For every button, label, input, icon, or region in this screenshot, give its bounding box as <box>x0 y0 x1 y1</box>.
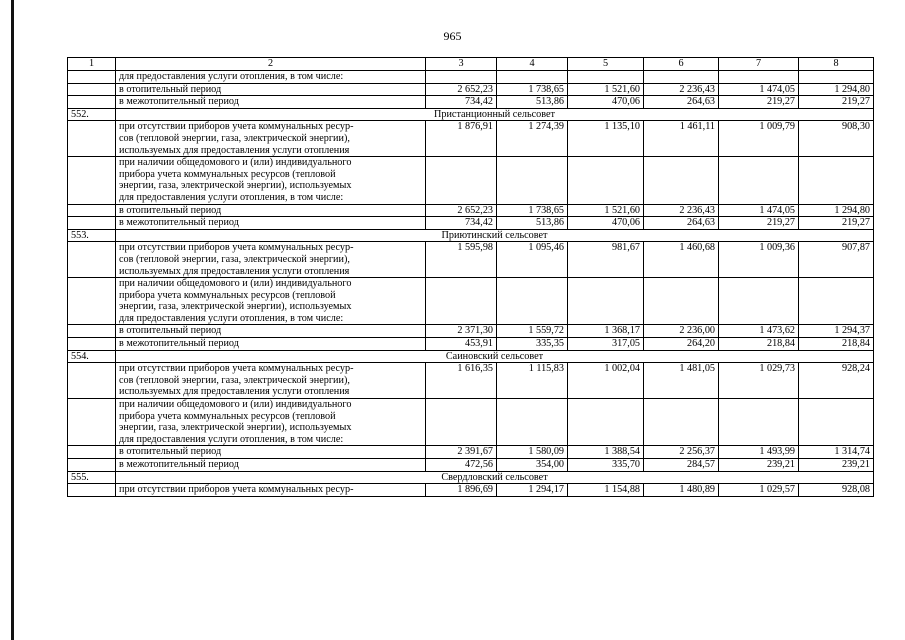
value-cell: 1 481,05 <box>644 363 719 399</box>
value-cell: 2 371,30 <box>426 325 497 338</box>
value-cell: 284,57 <box>644 459 719 472</box>
value-cell: 2 256,37 <box>644 446 719 459</box>
value-cell: 2 236,43 <box>644 204 719 217</box>
value-cell: 981,67 <box>568 242 644 278</box>
value-cell: 470,06 <box>568 217 644 230</box>
table-row <box>68 121 874 157</box>
table-row <box>68 83 874 96</box>
row-description: при наличии общедомового и (или) индивидуального прибора учета коммунальных ресурсов (тепловой энергии, газа, электрической энергии), используемых для предоставления услуги отопления, в том числе: <box>116 399 426 446</box>
value-cell: 1 029,73 <box>719 363 799 399</box>
value-cell: 1 314,74 <box>799 446 874 459</box>
table-row <box>68 242 874 278</box>
table-row <box>68 338 874 351</box>
section-title: Пристанционный сельсовет <box>116 108 874 121</box>
value-cell: 219,27 <box>719 96 799 109</box>
table-row <box>68 278 874 325</box>
row-description: для предоставления услуги отопления, в том числе: <box>116 71 426 84</box>
value-cell <box>568 157 644 204</box>
value-cell: 2 236,00 <box>644 325 719 338</box>
row-number-cell <box>68 71 116 84</box>
column-header: 5 <box>568 58 644 71</box>
value-cell: 1 738,65 <box>497 204 568 217</box>
value-cell: 1 473,62 <box>719 325 799 338</box>
row-description: в отопительный период <box>116 204 426 217</box>
value-cell: 1 616,35 <box>426 363 497 399</box>
value-cell: 1 461,11 <box>644 121 719 157</box>
value-cell: 264,20 <box>644 338 719 351</box>
value-cell <box>719 399 799 446</box>
value-cell: 928,24 <box>799 363 874 399</box>
table-row <box>68 96 874 109</box>
value-cell <box>799 399 874 446</box>
value-cell: 1 095,46 <box>497 242 568 278</box>
value-cell: 335,70 <box>568 459 644 472</box>
value-cell <box>799 157 874 204</box>
value-cell: 1 115,83 <box>497 363 568 399</box>
value-cell: 1 738,65 <box>497 83 568 96</box>
row-description: в межотопительный период <box>116 459 426 472</box>
value-cell: 1 388,54 <box>568 446 644 459</box>
value-cell: 219,27 <box>719 217 799 230</box>
page-number: 965 <box>443 29 462 43</box>
row-number-cell <box>68 83 116 96</box>
row-description: в отопительный период <box>116 325 426 338</box>
row-description: при отсутствии приборов учета коммунальных ресур- <box>116 484 426 497</box>
value-cell: 1 595,98 <box>426 242 497 278</box>
value-cell: 1 521,60 <box>568 204 644 217</box>
column-header: 7 <box>719 58 799 71</box>
value-cell: 1 029,57 <box>719 484 799 497</box>
value-cell: 1 294,17 <box>497 484 568 497</box>
row-number-cell <box>68 484 116 497</box>
section-row <box>68 471 874 484</box>
value-cell: 1 876,91 <box>426 121 497 157</box>
table-row <box>68 363 874 399</box>
value-cell <box>426 399 497 446</box>
column-header: 2 <box>116 58 426 71</box>
value-cell: 472,56 <box>426 459 497 472</box>
value-cell: 908,30 <box>799 121 874 157</box>
section-number: 554. <box>68 350 116 363</box>
value-cell: 335,35 <box>497 338 568 351</box>
value-cell: 1 559,72 <box>497 325 568 338</box>
value-cell: 1 368,17 <box>568 325 644 338</box>
row-description: при отсутствии приборов учета коммунальных ресур- сов (тепловой энергии, газа, электрической энергии), используемых для предоставления услуги отопления <box>116 121 426 157</box>
section-number: 555. <box>68 471 116 484</box>
value-cell: 264,63 <box>644 96 719 109</box>
column-header: 8 <box>799 58 874 71</box>
value-cell: 453,91 <box>426 338 497 351</box>
row-description: при наличии общедомового и (или) индивидуального прибора учета коммунальных ресурсов (тепловой энергии, газа, электрической энергии), используемых для предоставления услуги отопления, в том числе: <box>116 278 426 325</box>
value-cell: 1 896,69 <box>426 484 497 497</box>
value-cell: 218,84 <box>719 338 799 351</box>
value-cell: 1 460,68 <box>644 242 719 278</box>
value-cell: 1 135,10 <box>568 121 644 157</box>
value-cell <box>644 71 719 84</box>
value-cell: 1 009,36 <box>719 242 799 278</box>
column-header: 6 <box>644 58 719 71</box>
value-cell <box>719 278 799 325</box>
table-body <box>68 58 874 497</box>
row-description: в межотопительный период <box>116 217 426 230</box>
section-row <box>68 350 874 363</box>
value-cell <box>497 399 568 446</box>
value-cell: 513,86 <box>497 96 568 109</box>
row-number-cell <box>68 446 116 459</box>
row-number-cell <box>68 325 116 338</box>
section-row <box>68 229 874 242</box>
value-cell <box>497 278 568 325</box>
value-cell: 2 652,23 <box>426 204 497 217</box>
value-cell <box>426 71 497 84</box>
row-number-cell <box>68 157 116 204</box>
value-cell: 907,87 <box>799 242 874 278</box>
value-cell: 354,00 <box>497 459 568 472</box>
row-number-cell <box>68 278 116 325</box>
row-description: в межотопительный период <box>116 96 426 109</box>
section-title: Саиновский сельсовет <box>116 350 874 363</box>
table-row <box>68 484 874 497</box>
row-number-cell <box>68 399 116 446</box>
value-cell: 239,21 <box>799 459 874 472</box>
value-cell <box>497 157 568 204</box>
table-header-row <box>68 58 874 71</box>
table-row <box>68 325 874 338</box>
table-row <box>68 217 874 230</box>
row-description: при наличии общедомового и (или) индивидуального прибора учета коммунальных ресурсов (тепловой энергии, газа, электрической энергии), используемых для предоставления услуги отопления, в том числе: <box>116 157 426 204</box>
value-cell: 470,06 <box>568 96 644 109</box>
row-description: при отсутствии приборов учета коммунальных ресур- сов (тепловой энергии, газа, электрической энергии), используемых для предоставления услуги отопления <box>116 242 426 278</box>
value-cell: 1 294,37 <box>799 325 874 338</box>
value-cell: 219,27 <box>799 217 874 230</box>
section-title: Свердловский сельсовет <box>116 471 874 484</box>
row-number-cell <box>68 363 116 399</box>
row-number-cell <box>68 242 116 278</box>
table-row <box>68 157 874 204</box>
value-cell: 2 652,23 <box>426 83 497 96</box>
value-cell: 513,86 <box>497 217 568 230</box>
row-description: при отсутствии приборов учета коммунальных ресур- сов (тепловой энергии, газа, электрической энергии), используемых для предоставления услуги отопления <box>116 363 426 399</box>
value-cell: 2 236,43 <box>644 83 719 96</box>
value-cell: 1 154,88 <box>568 484 644 497</box>
value-cell <box>497 71 568 84</box>
tariff-table <box>67 57 874 497</box>
value-cell: 219,27 <box>799 96 874 109</box>
value-cell: 1 493,99 <box>719 446 799 459</box>
row-number-cell <box>68 217 116 230</box>
row-number-cell <box>68 459 116 472</box>
row-number-cell <box>68 121 116 157</box>
table-row <box>68 204 874 217</box>
column-header: 1 <box>68 58 116 71</box>
value-cell: 317,05 <box>568 338 644 351</box>
value-cell: 1 480,89 <box>644 484 719 497</box>
value-cell: 1 294,80 <box>799 204 874 217</box>
column-header: 3 <box>426 58 497 71</box>
value-cell: 1 580,09 <box>497 446 568 459</box>
value-cell <box>568 399 644 446</box>
value-cell <box>426 278 497 325</box>
row-number-cell <box>68 96 116 109</box>
value-cell <box>799 278 874 325</box>
row-number-cell <box>68 204 116 217</box>
value-cell: 264,63 <box>644 217 719 230</box>
section-title: Приютинский сельсовет <box>116 229 874 242</box>
scan-edge-bar <box>11 0 14 640</box>
value-cell <box>426 157 497 204</box>
table-row <box>68 71 874 84</box>
value-cell: 1 474,05 <box>719 204 799 217</box>
section-number: 552. <box>68 108 116 121</box>
value-cell <box>644 399 719 446</box>
value-cell: 928,08 <box>799 484 874 497</box>
row-description: в отопительный период <box>116 446 426 459</box>
row-description: в отопительный период <box>116 83 426 96</box>
value-cell <box>799 71 874 84</box>
value-cell <box>719 157 799 204</box>
value-cell <box>568 278 644 325</box>
value-cell <box>644 278 719 325</box>
value-cell <box>568 71 644 84</box>
table-row <box>68 446 874 459</box>
value-cell <box>644 157 719 204</box>
row-description: в межотопительный период <box>116 338 426 351</box>
value-cell: 1 274,39 <box>497 121 568 157</box>
value-cell: 1 009,79 <box>719 121 799 157</box>
value-cell: 1 474,05 <box>719 83 799 96</box>
value-cell: 734,42 <box>426 96 497 109</box>
value-cell: 239,21 <box>719 459 799 472</box>
column-header: 4 <box>497 58 568 71</box>
value-cell: 734,42 <box>426 217 497 230</box>
table-row <box>68 399 874 446</box>
section-number: 553. <box>68 229 116 242</box>
value-cell <box>719 71 799 84</box>
value-cell: 1 521,60 <box>568 83 644 96</box>
table-row <box>68 459 874 472</box>
value-cell: 218,84 <box>799 338 874 351</box>
value-cell: 2 391,67 <box>426 446 497 459</box>
value-cell: 1 294,80 <box>799 83 874 96</box>
section-row <box>68 108 874 121</box>
value-cell: 1 002,04 <box>568 363 644 399</box>
row-number-cell <box>68 338 116 351</box>
